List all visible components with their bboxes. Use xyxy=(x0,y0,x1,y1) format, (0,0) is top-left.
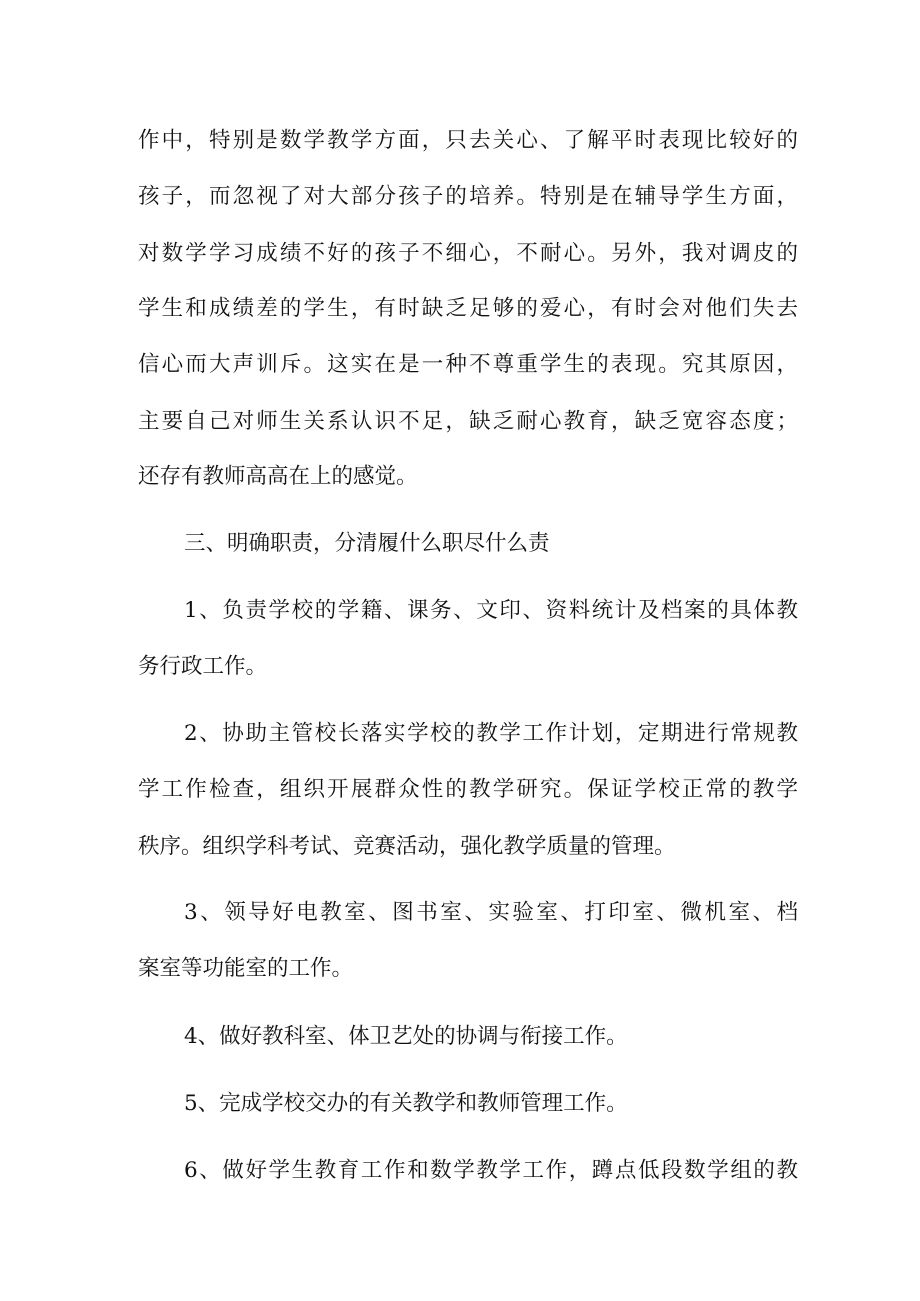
list-item-line: 务行政工作。 xyxy=(138,654,268,679)
list-item-line: 学工作检查，组织开展群众性的教学研究。保证学校正常的教学 xyxy=(138,777,798,802)
list-item-line: 案室等功能室的工作。 xyxy=(138,956,354,981)
section-heading: 三、明确职责，分清履什么职尽什么责 xyxy=(184,531,550,556)
paragraph-line: 主要自己对师生关系认识不足，缺乏耐心教育，缺乏宽容态度； xyxy=(138,409,798,434)
paragraph-line: 对数学学习成绩不好的孩子不细心，不耐心。另外，我对调皮的 xyxy=(138,241,798,266)
paragraph-line: 学生和成绩差的学生，有时缺乏足够的爱心，有时会对他们失去 xyxy=(138,296,798,321)
list-item-line: 秩序。组织学科考试、竞赛活动，强化教学质量的管理。 xyxy=(138,834,676,859)
list-item-line: 2、协助主管校长落实学校的教学工作计划，定期进行常规教 xyxy=(184,721,798,746)
list-item-line: 4、做好教科室、体卫艺处的协调与衔接工作。 xyxy=(184,1024,628,1049)
paragraph-line: 信心而大声训斥。这实在是一种不尊重学生的表现。究其原因， xyxy=(138,352,798,377)
list-item-line: 1、负责学校的学籍、课务、文印、资料统计及档案的具体教 xyxy=(184,598,798,623)
list-item-line: 3、领导好电教室、图书室、实验室、打印室、微机室、档 xyxy=(184,900,798,925)
paragraph-line: 还存有教师高高在上的感觉。 xyxy=(138,464,418,489)
list-item-line: 5、完成学校交办的有关教学和教师管理工作。 xyxy=(184,1091,628,1116)
list-item-line: 6、做好学生教育工作和数学教学工作，蹲点低段数学组的教 xyxy=(184,1158,798,1183)
paragraph-line: 孩子，而忽视了对大部分孩子的培养。特别是在辅导学生方面， xyxy=(138,184,798,209)
paragraph-line: 作中，特别是数学教学方面，只去关心、了解平时表现比较好的 xyxy=(138,128,798,153)
